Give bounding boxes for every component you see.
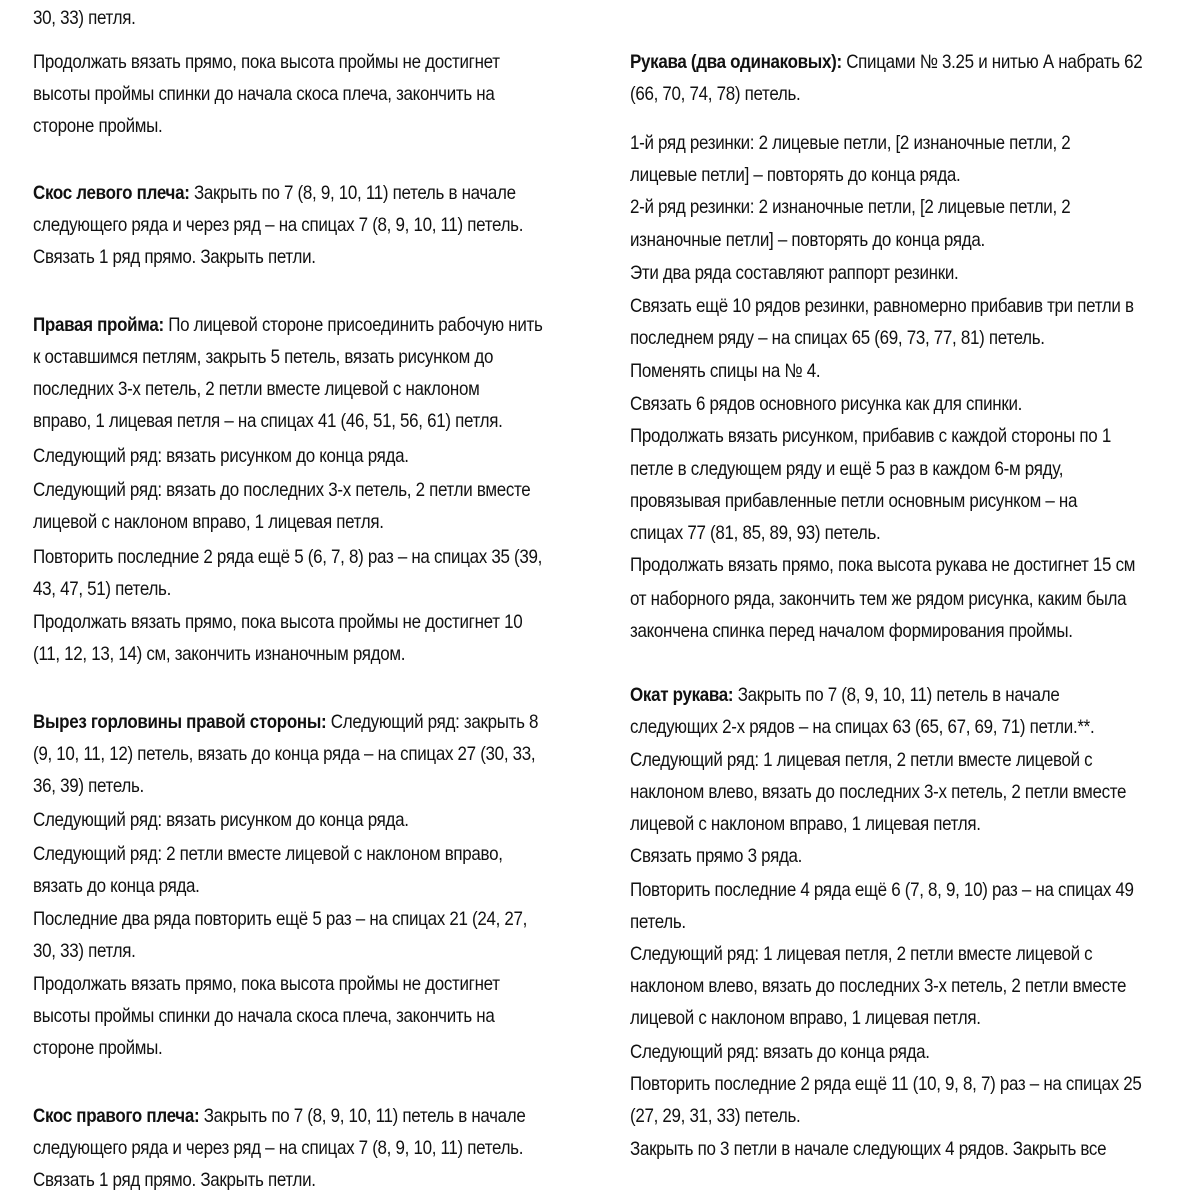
text-line: Следующий ряд: вязать рисунком до конца ряда. [33, 809, 409, 831]
section-first-line: Скос правого плеча: Закрыть по 7 (8, 9, 10, 11) петель в начале [33, 1105, 526, 1127]
section-first-line: Вырез горловины правой стороны: Следующий ряд: закрыть 8 [33, 711, 539, 733]
text-line: петле в следующем ряду и ещё 5 раз в каждом 6-м ряду, [630, 458, 1064, 480]
text-line: следующих 2-х рядов – на спицах 63 (65, 67, 69, 71) петли.**. [630, 716, 1095, 738]
text-line: закончена спинка перед началом формирования проймы. [630, 620, 1073, 642]
text-line: Последние два ряда повторить ещё 5 раз – на спицах 21 (24, 27, [33, 908, 528, 930]
text-line: следующего ряда и через ряд – на спицах 7 (8, 9, 10, 11) петель. [33, 1137, 524, 1159]
text-line: от наборного ряда, закончить тем же рядом рисунка, каким была [630, 588, 1127, 610]
text-line: последнем ряду – на спицах 65 (69, 73, 77, 81) петель. [630, 327, 1045, 349]
text-line: лицевой с наклоном вправо, 1 лицевая петля. [630, 813, 981, 835]
text-line: Следующий ряд: 2 петли вместе лицевой с наклоном вправо, [33, 843, 503, 865]
text-line: вправо, 1 лицевая петля – на спицах 41 (46, 51, 56, 61) петля. [33, 410, 503, 432]
section-heading: Скос правого плеча: [33, 1105, 200, 1127]
section-heading: Окат рукава: [630, 684, 734, 706]
text-line: Эти два ряда составляют раппорт резинки. [630, 262, 959, 284]
section-first-line: Окат рукава: Закрыть по 7 (8, 9, 10, 11) петель в начале [630, 684, 1060, 706]
text-line: Связать ещё 10 рядов резинки, равномерно прибавив три петли в [630, 295, 1134, 317]
text-line: Связать прямо 3 ряда. [630, 845, 803, 867]
text-line: наклоном влево, вязать до последних 3-х петель, 2 петли вместе [630, 975, 1127, 997]
text-line: последних 3-х петель, 2 петли вместе лицевой с наклоном [33, 378, 480, 400]
text-line: Следующий ряд: 1 лицевая петля, 2 петли вместе лицевой с [630, 749, 1093, 771]
section-first-line: Скос левого плеча: Закрыть по 7 (8, 9, 10, 11) петель в начале [33, 182, 516, 204]
section-heading: Правая пройма: [33, 314, 164, 336]
text-line: следующего ряда и через ряд – на спицах 7 (8, 9, 10, 11) петель. [33, 214, 524, 236]
text-line: петель. [630, 911, 686, 933]
text-line: Повторить последние 2 ряда ещё 5 (6, 7, 8) раз – на спицах 35 (39, [33, 546, 543, 568]
text-line: Продолжать вязать прямо, пока высота проймы не достигнет [33, 51, 500, 73]
text-line: 30, 33) петля. [33, 940, 136, 962]
text-line: Повторить последние 2 ряда ещё 11 (10, 9, 8, 7) раз – на спицах 25 [630, 1073, 1142, 1095]
text-line: спицах 77 (81, 85, 89, 93) петель. [630, 522, 881, 544]
section-heading: Скос левого плеча: [33, 182, 190, 204]
text-line: (11, 12, 13, 14) см, закончить изнаночным рядом. [33, 643, 406, 665]
text-line: Продолжать вязать прямо, пока высота проймы не достигнет 10 [33, 611, 523, 633]
text-line: Следующий ряд: 1 лицевая петля, 2 петли вместе лицевой с [630, 943, 1093, 965]
text-line: (27, 29, 31, 33) петель. [630, 1105, 801, 1127]
text-line: лицевые петли] – повторять до конца ряда. [630, 164, 961, 186]
text-line: Продолжать вязать рисунком, прибавив с каждой стороны по 1 [630, 425, 1111, 447]
text-line: к оставшимся петлям, закрыть 5 петель, вязать рисунком до [33, 346, 494, 368]
text-line: (66, 70, 74, 78) петель. [630, 83, 801, 105]
text-line: Поменять спицы на № 4. [630, 360, 821, 382]
section-heading: Рукава (два одинаковых): [630, 51, 842, 73]
text-line: Следующий ряд: вязать до конца ряда. [630, 1041, 930, 1063]
text-line: провязывая прибавленные петли основным рисунком – на [630, 490, 1078, 512]
text-line: наклоном влево, вязать до последних 3-х петель, 2 петли вместе [630, 781, 1127, 803]
text-line: изнаночные петли] – повторять до конца ряда. [630, 229, 985, 251]
text-line: Следующий ряд: вязать до последних 3-х петель, 2 петли вместе [33, 479, 531, 501]
text-line: лицевой с наклоном вправо, 1 лицевая петля. [33, 511, 384, 533]
text-line: Повторить последние 4 ряда ещё 6 (7, 8, 9, 10) раз – на спицах 49 [630, 879, 1134, 901]
text-line: стороне проймы. [33, 1037, 163, 1059]
text-line: лицевой с наклоном вправо, 1 лицевая петля. [630, 1007, 981, 1029]
text-line: высоты проймы спинки до начала скоса плеча, закончить на [33, 83, 495, 105]
section-heading: Вырез горловины правой стороны: [33, 711, 327, 733]
text-line: Связать 1 ряд прямо. Закрыть петли. [33, 246, 316, 268]
section-first-line: Правая пройма: По лицевой стороне присоединить рабочую нить [33, 314, 543, 336]
text-line: Продолжать вязать прямо, пока высота проймы не достигнет [33, 973, 500, 995]
text-line: 43, 47, 51) петель. [33, 578, 172, 600]
text-line: Следующий ряд: вязать рисунком до конца ряда. [33, 445, 409, 467]
text-line: вязать до конца ряда. [33, 875, 200, 897]
text-line: Закрыть по 3 петли в начале следующих 4 рядов. Закрыть все [630, 1138, 1107, 1160]
text-line: 36, 39) петель. [33, 775, 144, 797]
text-line: Связать 1 ряд прямо. Закрыть петли. [33, 1169, 316, 1191]
text-line: Связать 6 рядов основного рисунка как для спинки. [630, 393, 1023, 415]
text-line: 2-й ряд резинки: 2 изнаночные петли, [2 лицевые петли, 2 [630, 196, 1071, 218]
section-first-line: Рукава (два одинаковых): Спицами № 3.25 и нитью А набрать 62 [630, 51, 1143, 73]
text-line: 30, 33) петля. [33, 7, 136, 29]
text-line: высоты проймы спинки до начала скоса плеча, закончить на [33, 1005, 495, 1027]
text-line: Продолжать вязать прямо, пока высота рукава не достигнет 15 см [630, 554, 1136, 576]
text-line: стороне проймы. [33, 115, 163, 137]
text-line: 1-й ряд резинки: 2 лицевые петли, [2 изнаночные петли, 2 [630, 132, 1071, 154]
text-line: (9, 10, 11, 12) петель, вязать до конца ряда – на спицах 27 (30, 33, [33, 743, 536, 765]
